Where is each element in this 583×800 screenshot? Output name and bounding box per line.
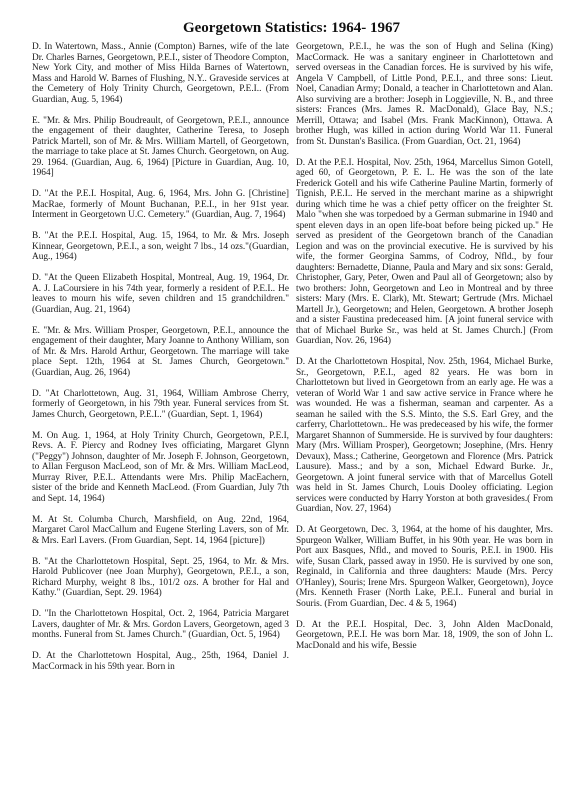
- entry-left-11: D. "In the Charlottetown Hospital, Oct. 2, 1964, Patricia Margaret Lavers, daughter of Mr. & Mrs. Gordon Lavers, Georgetown, aged 3 months. Funeral from St. James Church." (Guardian, Oct. 5, 1964): [32, 609, 289, 640]
- entry-left-3: D. "At the P.E.I. Hospital, Aug. 6, 1964, Mrs. John G. [Christine] MacRae, formerly of Mount Buchanan, P.E.I., in her 91st year. Interment in Georgetown U.C. Cemetery." (Guardian, Aug. 7, 1964): [32, 189, 289, 220]
- right-column: [296, 42, 553, 662]
- entry-right-3: D. At the Charlottetown Hospital, Nov. 25th, 1964, Michael Burke, Sr., Georgetown, P.E.I., aged 82 years. He was born in Charlottetown but lived in Georgetown from an early age. He was a veteran of World War 1 and saw active service in France where he was wounded. He was a fisherman, seaman and carpenter. As a seaman he sailed with the S.S. Minto, the S.S. Earl Grey, and the carferry, Charlottetown.. He was predeceased by his wife, the former Margaret Shannon of Summerside. He is survived by four daughters: Mary (Mrs. William Prosper), Georgetown; Josephine, (Mrs. Henry Devaux), Mass.; Catherine, Georgetown and Florence (Mrs. Patrick Lausure). Mass.; and by a son, Michael Edward Burke. Jr., Georgetown. A joint funeral service with that of Marcellus Gotell was held in St. James Church, Louis Dooley officiating. Legion services were conducted by Harry Yorston at both gravesides.( From Guardian, Nov. 27, 1964): [296, 357, 553, 514]
- entry-left-8: M. On Aug. 1, 1964, at Holy Trinity Church, Georgetown, P.E.I, Revs. A. F. Piercy and Rodney Ives officiating, Margaret Glynn ("Peggy") Johnson, daughter of Mr. Joseph F. Johnson, Georgetown, to Allan Ferguson MacLeod, son of Mr. & Mrs. William MacLeod, Murray River, P.E.I.. Attendants were Mrs. Philip MacEachern, sister of the bride and Kenneth MacLeod. (From Guardian, July 7th and Sept. 14, 1964): [32, 430, 289, 504]
- entry-left-1: D. In Watertown, Mass., Annie (Compton) Barnes, wife of the late Dr. Charles Barnes, Georgetown, P.E.I., sister of Theodore Compton, New York City, and mother of Miss Hilda Barnes of Watertown, Mass and Harold W. Barnes of Flushing, N.Y.. Graveside services at the Cemetery of Holy Trinity Church, Georgetown, P.E.I.. (From Guardian, Aug. 5, 1964): [32, 42, 289, 105]
- entry-left-12: D. At the Charlottetown Hospital, Aug., 25th, 1964, Daniel J. MacCormack in his 59th year. Born in: [32, 651, 289, 672]
- entry-left-9: M. At St. Columba Church, Marshfield, on Aug. 22nd, 1964, Margaret Carol MacCallum and Eugene Sterling Lavers, son of Mr. & Mrs. Earl Lavers. (From Guardian, Sept. 14, 1964 [picture]): [32, 514, 289, 546]
- left-column: [32, 42, 289, 683]
- page-title: Georgetown Statistics: 1964- 1967: [182, 20, 401, 36]
- entry-left-4: B. "At the P.E.I. Hospital, Aug. 15, 1964, to Mr. & Mrs. Joseph Kinnear, Georgetown, P.E.I., a son, weight 7 lbs., 14 ozs."(Guardian, Aug., 1964): [32, 231, 289, 262]
- entry-right-4: D. At Georgetown, Dec. 3, 1964, at the home of his daughter, Mrs. Spurgeon Walker, William Buffet, in his 90th year. He was born in Port aux Basques, Nfld., and moved to Souris, P.E.I. in 1900. His wife, Susan Clark, passed away in 1950. He is survived by one son, Reginald, in California and three daughters: Maude (Mrs. Percy O'Hanley), Souris; Irene Mrs. Spurgeon Walker, Georgetown), Joyce (Mrs. Kenneth Fraser (North Lake, P.E.I.. Funeral and burial in Souris. (From Guardian, Dec. 4 & 5, 1964): [296, 525, 553, 609]
- entry-right-5: D. At the P.E.I. Hospital, Dec. 3, John Alden MacDonald, Georgetown, P.E.I. He was born Mar. 18, 1909, the son of John L. MacDonald and his wife, Bessie: [296, 619, 553, 651]
- entry-left-6: E. "Mr. & Mrs. William Prosper, Georgetown, P.E.I., announce the engagement of their daughter, Mary Joanne to Anthony William, son of Mr. & Mrs. Harold Arthur, Georgetown. The marriage will take place Sept. 12th, 1964 at St. James Church, Georgetown." (Guardian, Aug. 26, 1964): [32, 325, 289, 378]
- entry-left-10: B. "At the Charlottetown Hospital, Sept. 25, 1964, to Mr. & Mrs. Harold Publicover (nee Joan Murphy), Georgetown, P.E.I., a son, Richard Murphy, weight 8 lbs., 101/2 ozs. A brother for Hal and Kathy." (Guardian, Sept. 29. 1964): [32, 556, 289, 598]
- entry-right-1: Georgetown, P.E.I., he was the son of Hugh and Selina (King) MacCormack. He was a sanitary engineer in Charlottetown and served overseas in the Canadian forces. He is survived by his wife, Angela V Campbell, of Little Pond, P.E.I., and three sons: Lieut. Noel, Canadian Army; Donald, a teacher in Charlottetown and Alan. Also surviving are a brother: Joseph in Loggieville, N. B., and three sisters: Frances (Mrs. James R. MacDonald), Glace Bay, N.S.; Merrill, Ottawa; and Isabel (Mrs. Frank MacKinnon), Ottawa. A brother Hugh, was killed in action during World War 11. Funeral from St. Dunstan's Basilica. (From Guardian, Oct. 21, 1964): [296, 42, 553, 147]
- entry-left-7: D. "At Charlottetown, Aug. 31, 1964, William Ambrose Cherry, formerly of Georgetown, in his 79th year. Funeral services from St. James Church, Georgetown, P.E.I.." (Guardian, Sept. 1, 1964): [32, 388, 289, 420]
- entry-right-2: D. At the P.E.I. Hospital, Nov. 25th, 1964, Marcellus Simon Gotell, aged 60, of Georgetown, P. E. I.. He was the son of the late Frederick Gotell and his wife Catherine Pauline Martin, formerly of Tignish, P.E.I.. He served in the merchant marine as a shipwright during which time he was a chief petty officer on the freighter St. Malo "when she was torpedoed by a German submarine in 1940 and spent eleven days in an open life-boat before being picked up." He served as president of the Georgetown branch of the Canadian Legion and was on the provincial executive. He is survived by his wife, the former Georgina Samms, of Codroy, Nfld., by four daughters: Bernadette, Dianne, Paula and Mary and six sons: Gerald, Christopher, Gary, Peter, Owen and Paul all of Georgetown; also by two brothers: John, Georgetown and Leo in Montreal and by three sisters: Mary (Mrs. E. Clark), Mt. Stewart; Gertrude (Mrs. Michael Martell Jr.), Georgetown; and Helen, Georgetown. A brother Joseph and a sister Faustina predeceased him. [A joint funeral service with that of Michael Burke Sr., was held at St. James Church.] (From Guardian, Nov. 26, 1964): [296, 157, 553, 346]
- entry-left-5: D. "At the Queen Elizabeth Hospital, Montreal, Aug. 19, 1964, Dr. A. J. LaCoursiere in his 74th year, formerly a resident of P.E.I.. He leaves to mourn his wife, seven children and 15 grandchildren." (Guardian, Aug. 21, 1964): [32, 273, 289, 315]
- entry-left-2: E. "Mr. & Mrs. Philip Boudreault, of Georgetown, P.E.I., announce the engagement of their daughter, Catherine Teresa, to Joseph Patrick Martell, son of Mr. & Mrs. William Martell, of Georgetown, the marriage to take place at St. James Church. Georgetown, on Aug. 29. 1964. (Guardian, Aug. 6, 1964) [Picture in Guardian, Aug. 10, 1964]: [32, 115, 289, 178]
